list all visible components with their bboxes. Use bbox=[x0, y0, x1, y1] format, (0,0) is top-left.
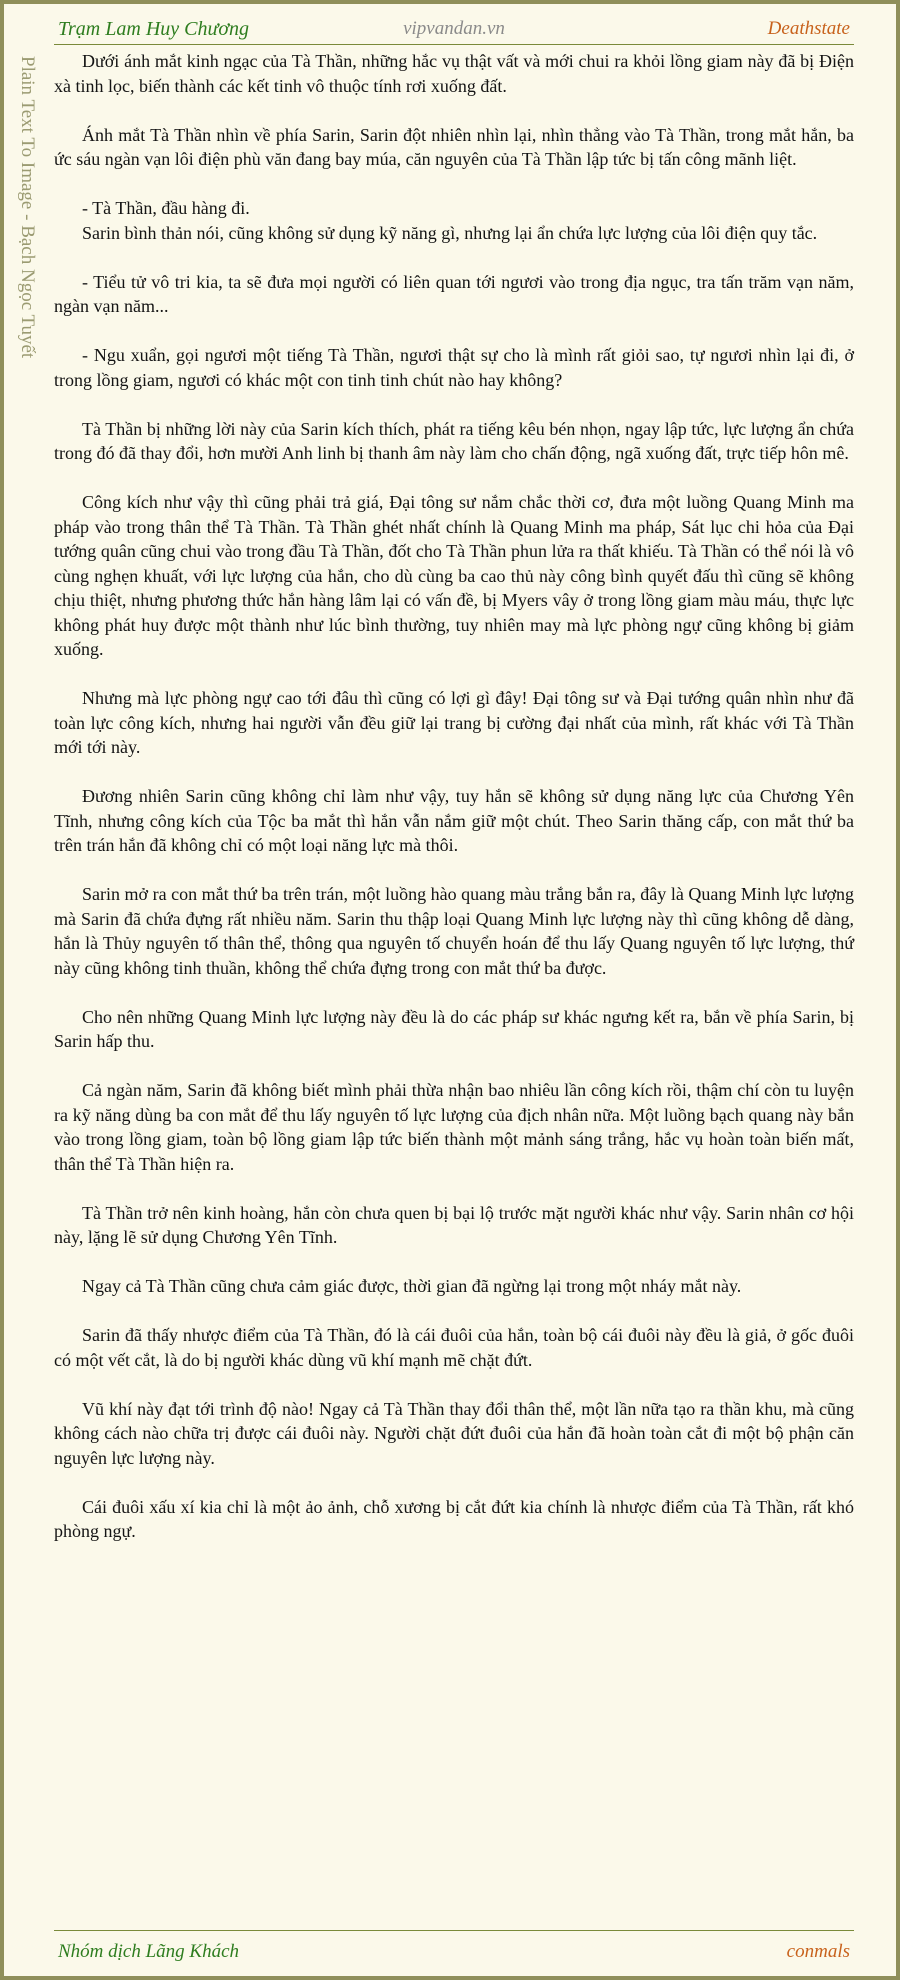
paragraph: Ngay cả Tà Thần cũng chưa cảm giác được, thời gian đã ngừng lại trong một nháy mắt này. bbox=[82, 1276, 742, 1296]
paragraph: Tà Thần trở nên kinh hoàng, hắn còn chưa quen bị bại lộ trước mặt người khác như vậy. Sarin nhân cơ hội này, lặng lẽ sử dụng Chương Yên Tĩnh. bbox=[54, 1202, 854, 1247]
paragraph: Sarin đã thấy nhược điểm của Tà Thần, đó là cái đuôi của hắn, toàn bộ cái đuôi này đều là giả, ở gốc đuôi có một vết cắt, là do bị người khác dùng vũ khí mạnh mẽ chặt đứt. bbox=[54, 1325, 854, 1370]
paragraph: Cho nên những Quang Minh lực lượng này đều là do các pháp sư khác ngưng kết ra, bắn về phía Sarin, bị Sarin hấp thu. bbox=[54, 1006, 854, 1051]
paragraph: Cái đuôi xấu xí kia chỉ là một ảo ảnh, chỗ xương bị cắt đứt kia chính là nhược điểm của Tà Thần, rất khó phòng ngự. bbox=[54, 1496, 854, 1541]
header-author: Deathstate bbox=[767, 18, 850, 39]
page-footer bbox=[54, 1930, 854, 1967]
paragraph: Công kích như vậy thì cũng phải trả giá, Đại tông sư nắm chắc thời cơ, đưa một luồng Quang Minh ma pháp vào trong thân thể Tà Thần. Tà Thần ghét nhất chính là Quang Minh ma pháp, Sát lục chi hỏa của Đại tướng quân cũng chui vào trong đầu Tà Thần, đốt cho Tà Thần phun lửa ra thất khiếu. Tà Thần có thể nói là vô cùng nghẹn khuất, với lực lượng của hắn, cho dù cùng ba cao thủ này công bình quyết đấu thì cũng sẽ không chịu thiệt, nhưng phương thức hắn hàng lâm lại có vấn đề, bị Myers vây ở trong lồng giam màu máu, thực lực không phát huy được một thành như lúc bình thường, tuy nhiên may mà lực phòng ngự cũng không bị giảm xuống. bbox=[54, 492, 854, 659]
paragraph: Đương nhiên Sarin cũng không chỉ làm như vậy, tuy hắn sẽ không sử dụng năng lực của Chương Yên Tĩnh, nhưng công kích của Tộc ba mắt thì hắn vẫn nắm giữ một chút. Theo Sarin thăng cấp, con mắt thứ ba trên trán hắn đã không chỉ có một loại năng lực mà thôi. bbox=[54, 786, 854, 855]
paragraph: Dưới ánh mắt kinh ngạc của Tà Thần, những hắc vụ thật vất và mới chui ra khỏi lồng giam này đã bị Điện xà tinh lọc, biến thành các kết tinh vô thuộc tính rơi xuống đất. bbox=[54, 51, 854, 96]
paragraph: Nhưng mà lực phòng ngự cao tới đâu thì cũng có lợi gì đây! Đại tông sư và Đại tướng quân nhìn như đã toàn lực công kích, nhưng hai người vẫn đều giữ lại trang bị cường đại nhất của mình, rất khác với Tà Thần mới tới này. bbox=[54, 688, 854, 757]
paragraph: Sarin mở ra con mắt thứ ba trên trán, một luồng hào quang màu trắng bắn ra, đây là Quang Minh lực lượng mà Sarin đã chứa đựng rất nhiều năm. Sarin thu thập loại Quang Minh lực lượng này thì cũng không dễ dàng, hắn là Thủy nguyên tố thân thể, thông qua nguyên tố chuyển hoán để thu lấy Quang nguyên tố lực lượng, thứ này cũng không tinh thuần, không thể chứa đựng trong con mắt thứ ba được. bbox=[54, 884, 854, 978]
paragraph: Cả ngàn năm, Sarin đã không biết mình phải thừa nhận bao nhiêu lần công kích rồi, thậm chí còn tu luyện ra kỹ năng dùng ba con mắt để thu lấy nguyên tố lực lượng của địch nhân nữa. Một luồng bạch quang này bắn vào trong lồng giam, toàn bộ lồng giam lập tức biến thành một mảnh sáng trắng, hắc vụ hoàn toàn biến mất, thân thể Tà Thần hiện ra. bbox=[54, 1080, 854, 1174]
chapter-content bbox=[54, 49, 854, 1568]
footer-translator-group: Nhóm dịch Lãng Khách bbox=[58, 1941, 240, 1962]
header-site-name: vipvandan.vn bbox=[403, 18, 505, 39]
paragraph: - Tà Thần, đầu hàng đi. bbox=[82, 198, 250, 218]
header-story-title: Trạm Lam Huy Chương bbox=[58, 18, 250, 40]
paragraph: Vũ khí này đạt tới trình độ nào! Ngay cả Tà Thần thay đổi thân thể, một lần nữa tạo ra thần khu, mà cũng không cách nào chữa trị được cái đuôi này. Người chặt đứt đuôi của hắn đã hoàn toàn cắt đi một bộ phận căn nguyên lực lượng này. bbox=[54, 1398, 854, 1468]
paragraph: Tà Thần bị những lời này của Sarin kích thích, phát ra tiếng kêu bén nhọn, ngay lập tức, lực lượng ẩn chứa trong đó đã thay đổi, hơn mười Anh linh bị thanh âm này làm cho chấn động, ngã xuống đất, trực tiếp hôn mê. bbox=[54, 418, 854, 463]
sidebar-vertical-text: Plain Text To Image - Bạch Ngọc Tuyết bbox=[17, 56, 38, 359]
paragraph: Ánh mắt Tà Thần nhìn về phía Sarin, Sarin đột nhiên nhìn lại, nhìn thẳng vào Tà Thần, trong mắt hắn, ba ức sáu ngàn vạn lôi điện phù văn đang bay múa, căn nguyên của Tà Thần lập tức bị tấn công mãnh liệt. bbox=[54, 124, 854, 169]
page-header bbox=[54, 10, 854, 45]
paragraph: - Tiểu tử vô tri kia, ta sẽ đưa mọi người có liên quan tới ngươi vào trong địa ngục, tra tấn trăm vạn năm, ngàn vạn năm... bbox=[54, 271, 854, 316]
paragraph: - Ngu xuẩn, gọi ngươi một tiếng Tà Thần, ngươi thật sự cho là mình rất giỏi sao, tự ngươi nhìn lại đi, ở trong lồng giam, ngươi có khác một con tinh tinh chút nào hay không? bbox=[54, 345, 854, 390]
footer-editor: conmals bbox=[786, 1941, 850, 1962]
paragraph: Sarin bình thản nói, cũng không sử dụng kỹ năng gì, nhưng lại ẩn chứa lực lượng của lôi điện quy tắc. bbox=[82, 222, 818, 243]
page bbox=[4, 4, 896, 1976]
